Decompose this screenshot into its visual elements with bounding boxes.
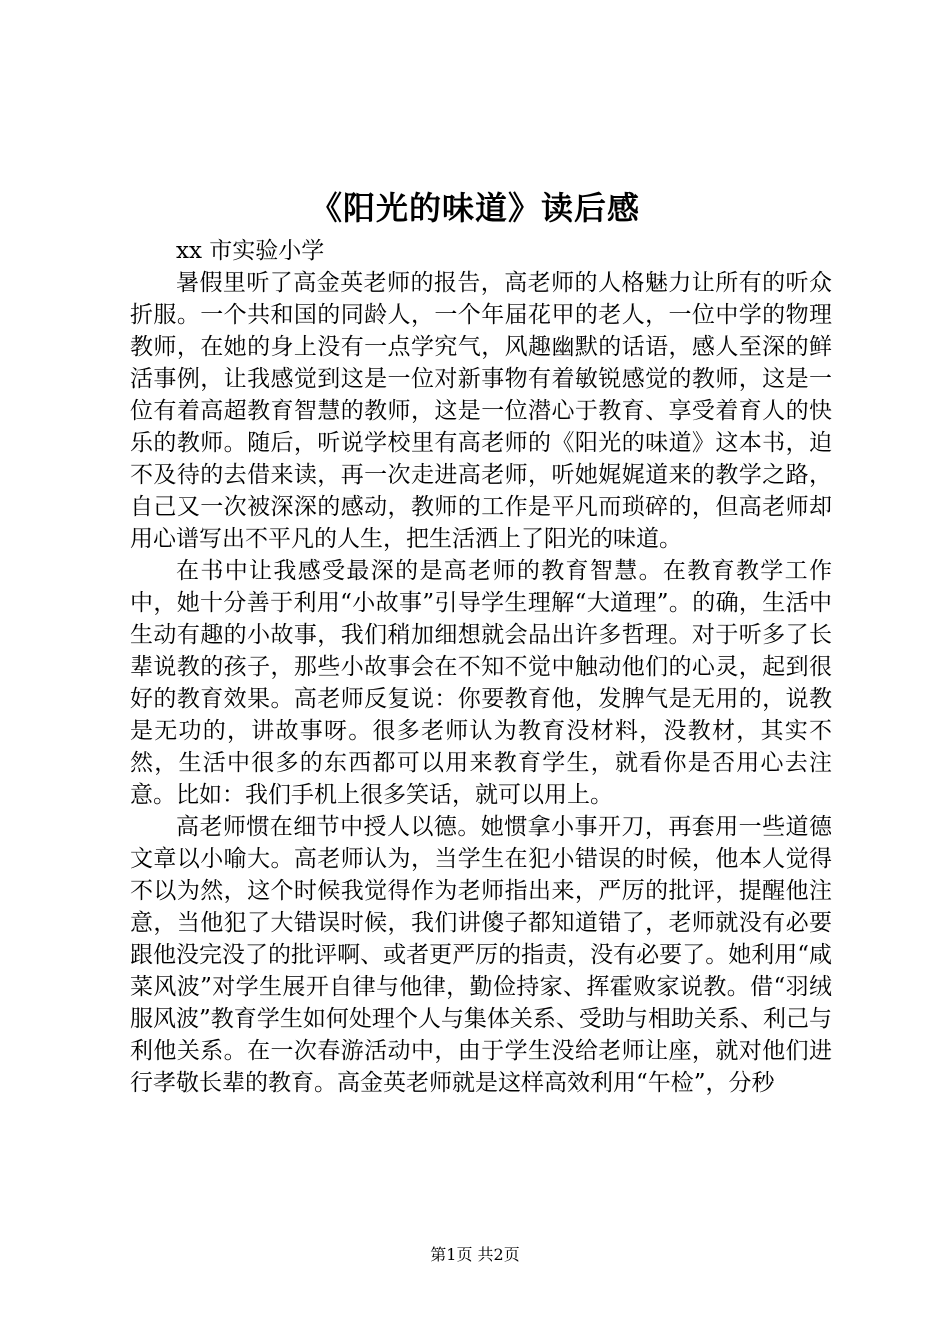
document-title: 《阳光的味道》读后感	[309, 189, 640, 227]
document-body	[130, 235, 832, 1099]
page-footer: 第1页 共2页	[430, 1245, 520, 1264]
paragraph: 在书中让我感受最深的是高老师的教育智慧。在教育教学工作中，她十分善于利用“小故事”引导学生理解“大道理”。的确，生活中生动有趣的小故事，我们稍加细想就会品出许多哲理。对于听多了长辈说教的孩子，那些小故事会在不知不觉中触动他们的心灵，起到很好的教育效果。高老师反复说：你要教育他，发脾气是无用的，说教是无功的，讲故事呀。很多老师认为教育没材料，没教材，其实不然，生活中很多的东西都可以用来教育学生，就看你是否用心去注意。比如：我们手机上很多笑话，就可以用上。	[130, 558, 832, 808]
paragraph: 暑假里听了高金英老师的报告，高老师的人格魅力让所有的听众折服。一个共和国的同龄人，一个年届花甲的老人，一位中学的物理教师，在她的身上没有一点学究气，风趣幽默的话语，感人至深的鲜活事例，让我感觉到这是一位对新事物有着敏锐感觉的教师，这是一位有着高超教育智慧的教师，这是一位潜心于教育、享受着育人的快乐的教师。随后，听说学校里有高老师的《阳光的味道》这本书，迫不及待的去借来读，再一次走进高老师，听她娓娓道来的教学之路，自己又一次被深深的感动，教师的工作是平凡而琐碎的，但高老师却用心谱写出不平凡的人生，把生活洒上了阳光的味道。	[130, 270, 832, 552]
paragraph: 高老师惯在细节中授人以德。她惯拿小事开刀，再套用一些道德文章以小喻大。高老师认为，当学生在犯小错误的时候，他本人觉得不以为然，这个时候我觉得作为老师指出来，严厉的批评，提醒他注意，当他犯了大错误时候，我们讲傻子都知道错了，老师就没有必要跟他没完没了的批评啊、或者更严厉的指责，没有必要了。她利用“咸菜风波”对学生展开自律与他律，勤俭持家、挥霍败家说教。借“羽绒服风波”教育学生如何处理个人与集体关系、受助与相助关系、利己与利他关系。在一次春游活动中，由于学生没给老师让座，就对他们进行孝敬长辈的教育。高金英老师就是这样高效利用“午检”，分秒	[130, 814, 832, 1096]
author-line: xx 市实验小学	[176, 238, 325, 264]
